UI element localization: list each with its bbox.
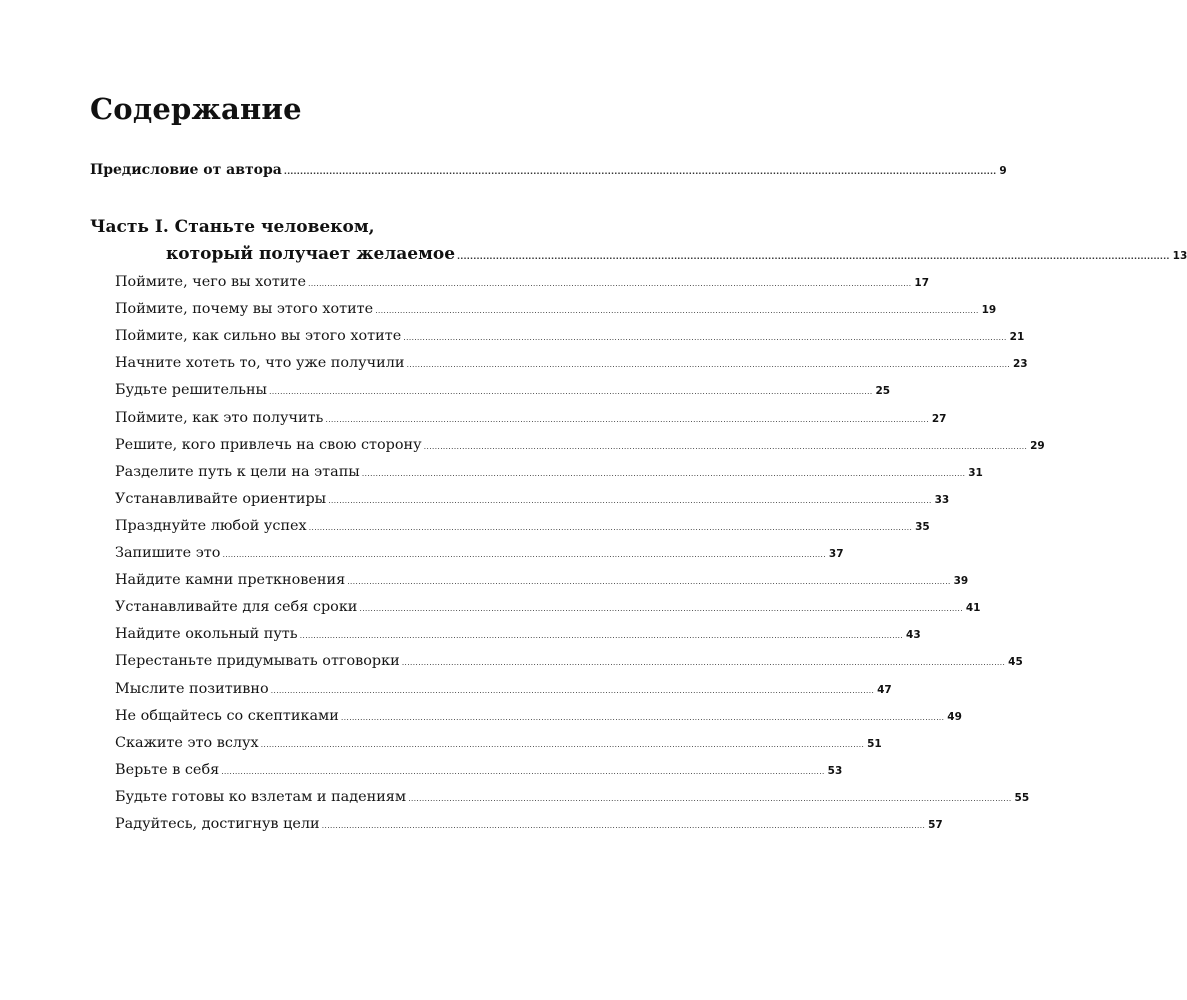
toc-page-number: 23 — [1012, 358, 1028, 371]
toc-page-number: 21 — [1009, 331, 1025, 344]
toc-entry-chapter[interactable] — [115, 382, 891, 399]
dot-leader: ............................................................................................................................................................................................................................ — [325, 414, 929, 424]
toc-page-number: 17 — [914, 277, 930, 289]
dot-leader: ............................................................................................................................................................................................................................ — [359, 604, 963, 614]
toc-entry-label: Поймите, почему вы этого хотите — [115, 301, 374, 318]
dot-leader: ............................................................................................................................................................................................................................ — [299, 631, 904, 641]
toc-entry-label: Поймите, как сильно вы этого хотите — [115, 328, 402, 345]
toc-entry-chapter[interactable] — [115, 355, 1028, 372]
toc-entry-chapter[interactable] — [115, 599, 981, 616]
toc-entry-label: Не общайтесь со скептиками — [115, 707, 339, 724]
dot-leader: ............................................................................................................................................................................................................................ — [269, 387, 873, 397]
toc-entry-label: Мыслите позитивно — [115, 680, 269, 697]
toc-entry-preface[interactable] — [90, 162, 1007, 178]
toc-entry-label: Запишите это — [115, 545, 221, 561]
toc-entry-chapter[interactable] — [115, 274, 930, 290]
toc-entry-label: Радуйтесь, достигнув цели — [115, 816, 320, 832]
toc-entry-label: Устанавливайте для себя сроки — [115, 599, 358, 616]
toc-entry-label: Предисловие от автора — [90, 162, 282, 178]
dot-leader: ............................................................................................................................................................................................................................ — [361, 468, 966, 478]
toc-entry-chapter[interactable] — [115, 572, 969, 589]
dot-leader: ............................................................................................................................................................................................................................ — [328, 495, 932, 505]
dot-leader: ............................................................................................................................................................................................................................ — [340, 712, 945, 722]
toc-page-number: 39 — [953, 575, 969, 588]
toc-entry-chapter[interactable] — [115, 626, 921, 643]
part-title-line2: который получает желаемое — [166, 244, 456, 264]
toc-entry-chapter[interactable] — [115, 816, 943, 832]
toc-page-number: 57 — [928, 819, 943, 831]
toc-entry-label: Найдите камни преткновения — [115, 572, 346, 589]
toc-entry-label: Скажите это вслух — [115, 734, 259, 751]
toc-page-number: 31 — [968, 466, 983, 479]
toc-entry-label: Будьте решительны — [115, 382, 267, 399]
toc-page-number: 47 — [877, 683, 892, 696]
toc-entry-label: Начните хотеть то, что уже получили — [115, 355, 405, 372]
toc-entry-chapter[interactable] — [115, 761, 843, 778]
toc-page-number: 9 — [999, 165, 1007, 177]
toc-entry-label: Перестаньте придумывать отговорки — [115, 653, 400, 670]
dot-leader: ............................................................................................................................................................................................................................ — [375, 306, 979, 316]
dot-leader: ............................................................................................................................................................................................................................ — [307, 279, 912, 288]
dot-leader: ............................................................................................................................................................................................................................ — [406, 360, 1010, 370]
toc-page-number: 35 — [915, 520, 930, 533]
dot-leader: ............................................................................................................................................................................................................................ — [401, 658, 1006, 668]
dot-leader: ............................................................................................................................................................................................................................ — [321, 821, 926, 830]
toc-entry-chapter[interactable] — [115, 328, 1025, 345]
toc-entry-chapter[interactable] — [115, 680, 892, 697]
dot-leader: ............................................................................................................................................................................................................................ — [423, 441, 1028, 451]
dot-leader: ............................................................................................................................................................................................................................ — [221, 766, 825, 776]
toc-page-number: 27 — [931, 412, 947, 425]
toc-page-number: 49 — [947, 710, 962, 723]
toc-entry-label: Верьте в себя — [115, 761, 220, 778]
part-title-line1[interactable]: Часть I. Станьте человеком, — [90, 217, 375, 237]
toc-page-number: 19 — [981, 304, 997, 317]
dot-leader: ............................................................................................................................................................................................................................ — [270, 685, 875, 695]
toc-page-number: 53 — [827, 764, 843, 777]
toc-entry-chapter[interactable] — [115, 301, 997, 318]
toc-page-number: 29 — [1030, 439, 1045, 452]
toc-entry-chapter[interactable] — [115, 436, 1045, 453]
toc-page-number: 55 — [1014, 791, 1030, 804]
toc-entry-label: Будьте готовы ко взлетам и падениям — [115, 788, 407, 805]
toc-entry-label: Найдите окольный путь — [115, 626, 298, 643]
toc-entry-chapter[interactable] — [115, 788, 1030, 805]
toc-entry-label: Поймите, чего вы хотите — [115, 274, 306, 290]
toc-entry-chapter[interactable] — [115, 463, 983, 480]
toc-entry-chapter[interactable] — [115, 707, 962, 724]
toc-entry-chapter[interactable] — [115, 734, 882, 751]
toc-entry-chapter[interactable] — [115, 545, 844, 561]
dot-leader: ............................................................................................................................................................................................................................ — [308, 522, 913, 532]
dot-leader: ............................................................................................................................................................................................................................ — [222, 550, 826, 559]
toc-page-number: 13 — [1172, 250, 1187, 262]
toc-entry-label: Поймите, как это получить — [115, 409, 324, 426]
toc-page-number: 51 — [867, 737, 882, 750]
dot-leader: ............................................................................................................................................................................................................................ — [347, 577, 951, 587]
toc-entry-part-1[interactable] — [166, 244, 1187, 264]
toc-entry-label: Устанавливайте ориентиры — [115, 490, 327, 507]
dot-leader: ............................................................................................................................................................................................................................ — [260, 739, 865, 749]
dot-leader: ............................................................................................................................................................................................................................ — [403, 333, 1007, 343]
toc-entry-chapter[interactable] — [115, 409, 947, 426]
page-title: Содержание — [90, 92, 302, 126]
toc-page-number: 41 — [965, 602, 981, 615]
toc-entry-chapter[interactable] — [115, 517, 930, 534]
toc-page-number: 43 — [906, 629, 921, 642]
toc-entry-chapter[interactable] — [115, 490, 950, 507]
toc-entry-label: Празднуйте любой успех — [115, 517, 307, 534]
dot-leader: ............................................................................................................................................................................................................................ — [457, 252, 1170, 261]
dot-leader: ............................................................................................................................................................................................................................ — [283, 167, 997, 176]
toc-page-number: 25 — [875, 385, 891, 398]
toc-entry-chapter[interactable] — [115, 653, 1023, 670]
dot-leader: ............................................................................................................................................................................................................................ — [408, 793, 1012, 803]
toc-page-number: 45 — [1008, 656, 1023, 669]
toc-entry-label: Решите, кого привлечь на свою сторону — [115, 436, 422, 453]
toc-page-number: 33 — [934, 493, 950, 506]
toc-page-number: 37 — [828, 548, 844, 560]
toc-entry-label: Разделите путь к цели на этапы — [115, 463, 360, 480]
